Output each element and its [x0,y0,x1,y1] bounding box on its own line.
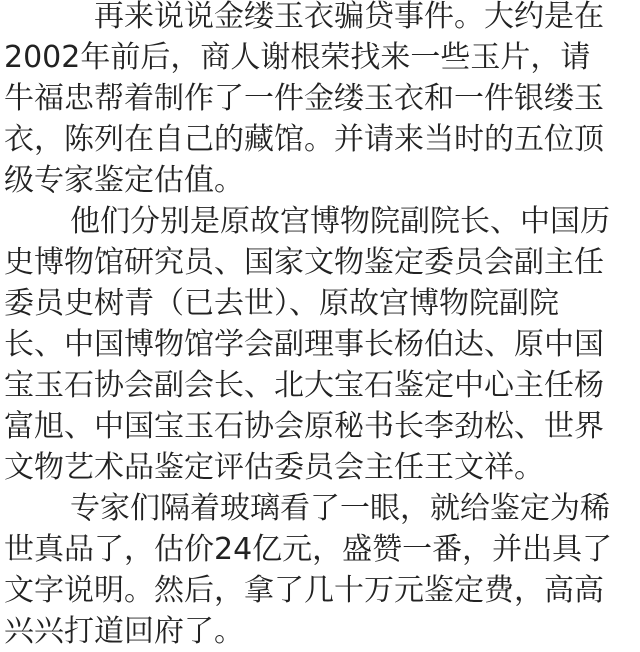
text-line: 文字说明。然后，拿了几十万元鉴定费，高高 [4,573,604,608]
text-line: 宝玉石协会副会长、北大宝石鉴定中心主任杨 [4,368,604,403]
text-line: 富旭、中国宝玉石协会原秘书长李劲松、世界 [4,409,604,444]
text-line: 级专家鉴定估值。 [4,163,244,198]
text-line: 2002年前后，商人谢根荣找来一些玉片，请 [4,40,591,75]
text-line: 史博物馆研究员、国家文物鉴定委员会副主任 [4,245,604,280]
text-line: 世真品了，估价24亿元，盛赞一番，并出具了 [4,532,613,567]
text-line: 牛福忠帮着制作了一件金缕玉衣和一件银缕玉 [4,81,604,116]
text-line: 专家们隔着玻璃看了一眼，就给鉴定为稀 [70,491,610,526]
text-line: 长、中国博物馆学会副理事长杨伯达、原中国 [4,327,604,362]
text-line: 衣，陈列在自己的藏馆。并请来当时的五位顶 [4,122,604,157]
text-line: 再来说说金缕玉衣骗贷事件。大约是在 [94,0,604,34]
text-line: 文物艺术品鉴定评估委员会主任王文祥。 [4,450,544,485]
text-line: 委员史树青（已去世）、原故宫博物院副院 [4,286,559,321]
text-line: 兴兴打道回府了。 [4,614,244,649]
text-line: 他们分别是原故宫博物院副院长、中国历 [70,204,610,239]
